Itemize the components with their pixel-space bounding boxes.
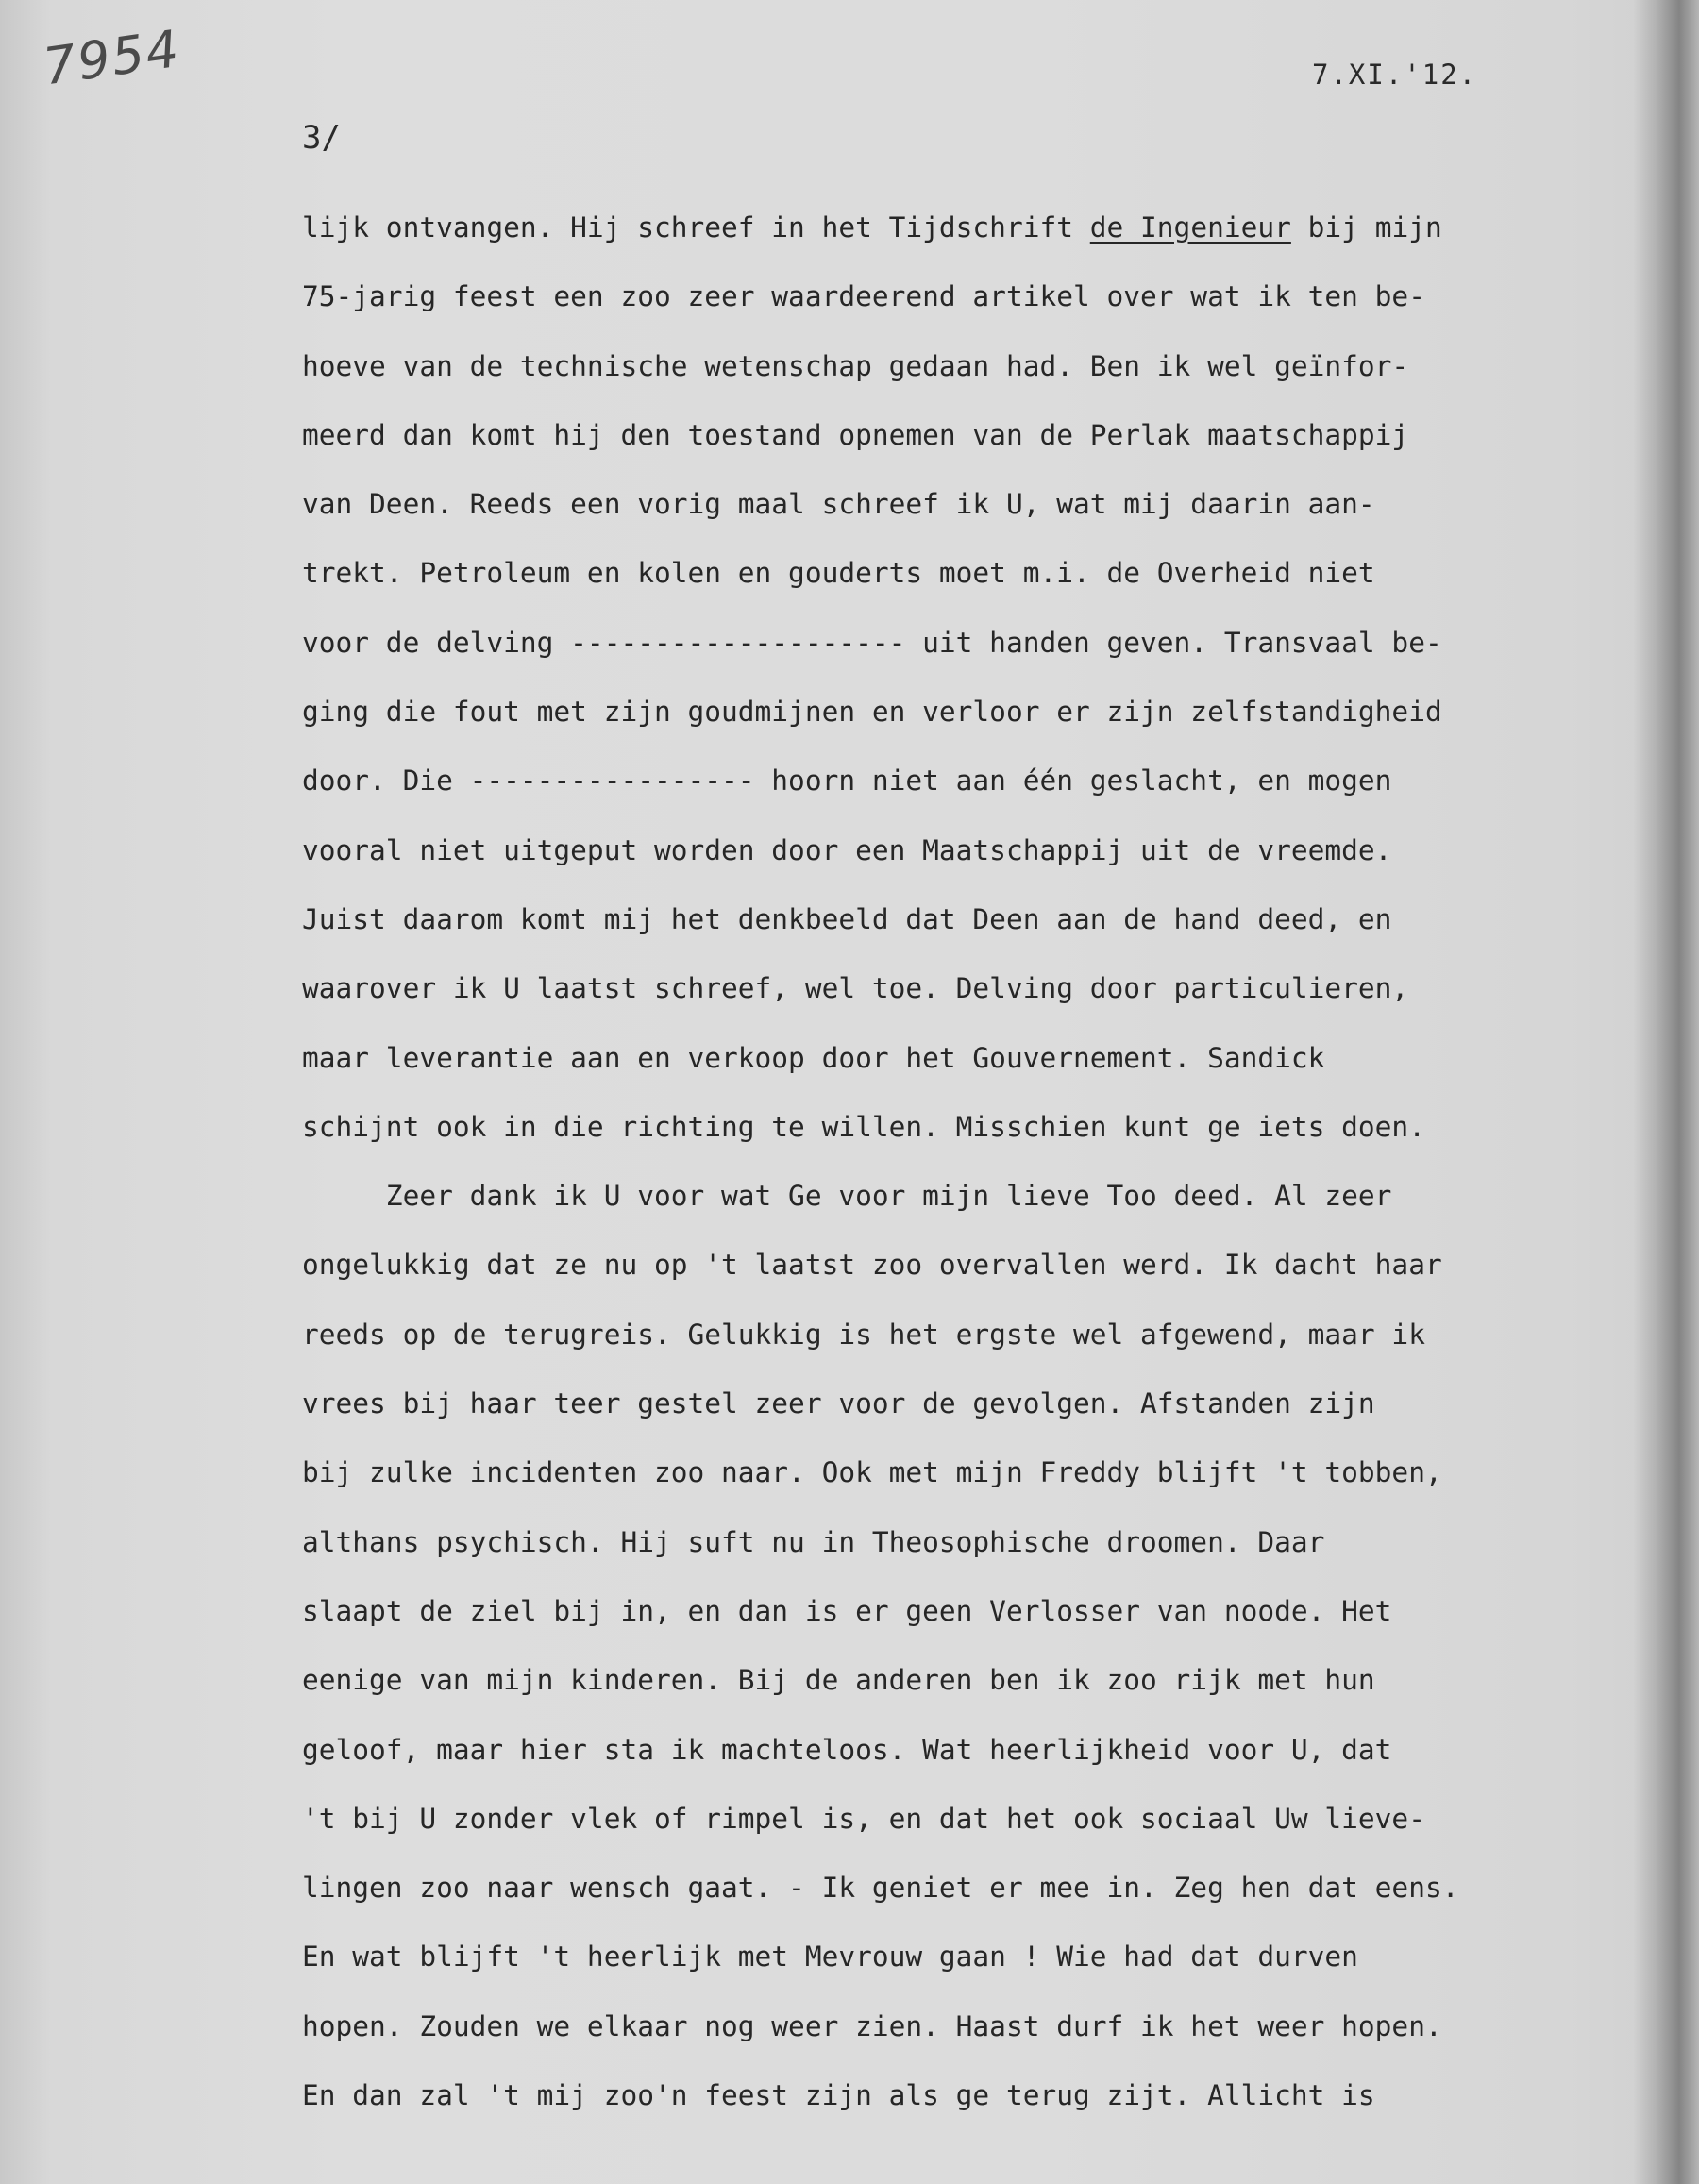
line-text: bij zulke incidenten zoo naar. Ook met mijn Freddy blijft 't tobben, bbox=[302, 1456, 1442, 1489]
text-line bbox=[302, 609, 1699, 678]
text-line bbox=[302, 816, 1699, 885]
line-text: En dan zal 't mij zoo'n feest zijn als ge terug zijt. Allicht is bbox=[302, 2079, 1375, 2112]
text-line bbox=[302, 1854, 1699, 1923]
line-text: geloof, maar hier sta ik machteloos. Wat heerlijkheid voor U, dat bbox=[302, 1733, 1392, 1766]
line-text: ongelukkig dat ze nu op 't laatst zoo overvallen werd. Ik dacht haar bbox=[302, 1249, 1442, 1282]
line-text: althans psychisch. Hij suft nu in Theosophische droomen. Daar bbox=[302, 1525, 1325, 1558]
text-line bbox=[302, 1785, 1699, 1854]
text-line bbox=[302, 1024, 1699, 1093]
text-line bbox=[302, 401, 1699, 470]
text-line bbox=[302, 2061, 1699, 2130]
line-text: slaapt de ziel bij in, en dan is er geen Verlosser van noode. Het bbox=[302, 1594, 1392, 1627]
letter-body bbox=[302, 193, 1699, 2130]
line-text: maar leverantie aan en verkoop door het Gouvernement. Sandick bbox=[302, 1041, 1325, 1074]
line-text: van Deen. Reeds een vorig maal schreef ik U, wat mij daarin aan- bbox=[302, 488, 1375, 521]
line-text: 't bij U zonder vlek of rimpel is, en dat het ook sociaal Uw lieve- bbox=[302, 1802, 1425, 1835]
line-text: Juist daarom komt mij het denkbeeld dat Deen aan de hand deed, en bbox=[302, 902, 1392, 935]
handwritten-archive-number: 7954 bbox=[40, 18, 184, 97]
line-text: trekt. Petroleum en kolen en gouderts moet m.i. de Overheid niet bbox=[302, 557, 1375, 590]
line-text: vooral niet uitgeput worden door een Maatschappij uit de vreemde. bbox=[302, 833, 1392, 866]
text-line bbox=[302, 1646, 1699, 1715]
line-text: voor de delving -------------------- uit handen geven. Transvaal be- bbox=[302, 626, 1442, 659]
text-line bbox=[302, 1369, 1699, 1438]
line-text: En wat blijft 't heerlijk met Mevrouw gaan ! Wie had dat durven bbox=[302, 1940, 1358, 1974]
text-line bbox=[302, 1577, 1699, 1646]
line-text: door. Die ----------------- hoorn niet aan één geslacht, en mogen bbox=[302, 764, 1392, 798]
text-line bbox=[302, 954, 1699, 1023]
line-text: waarover ik U laatst schreef, wel toe. Delving door particulieren, bbox=[302, 972, 1409, 1005]
letter-date: 7.XI.'12. bbox=[1312, 59, 1478, 91]
line-text: Zeer dank ik U voor wat Ge voor mijn lieve Too deed. Al zeer bbox=[302, 1180, 1392, 1213]
text-line bbox=[302, 678, 1699, 747]
text-line bbox=[302, 885, 1699, 954]
text-line bbox=[302, 1992, 1699, 2061]
text-line bbox=[302, 1508, 1699, 1577]
text-line bbox=[302, 539, 1699, 608]
line-text: hopen. Zouden we elkaar nog weer zien. Haast durf ik het weer hopen. bbox=[302, 2009, 1442, 2042]
line-text: hoeve van de technische wetenschap gedaan had. Ben ik wel geïnfor- bbox=[302, 349, 1409, 382]
line-text: vrees bij haar teer gestel zeer voor de gevolgen. Afstanden zijn bbox=[302, 1387, 1375, 1420]
line-text: lijk ontvangen. Hij schreef in het Tijdschrift bbox=[302, 211, 1090, 244]
text-line bbox=[302, 332, 1699, 401]
line-text-continued: bij mijn bbox=[1290, 211, 1442, 244]
line-text: ging die fout met zijn goudmijnen en verloor er zijn zelfstandigheid bbox=[302, 696, 1442, 729]
text-line bbox=[302, 1716, 1699, 1785]
text-line bbox=[302, 1162, 1699, 1231]
text-line bbox=[302, 1093, 1699, 1162]
line-text: meerd dan komt hij den toestand opnemen van de Perlak maatschappij bbox=[302, 418, 1409, 451]
text-line bbox=[302, 193, 1699, 262]
line-text: 75-jarig feest een zoo zeer waardeerend artikel over wat ik ten be- bbox=[302, 280, 1425, 313]
text-line bbox=[302, 1438, 1699, 1507]
line-text: eenige van mijn kinderen. Bij de anderen ben ik zoo rijk met hun bbox=[302, 1664, 1375, 1697]
line-text: reeds op de terugreis. Gelukkig is het ergste wel afgewend, maar ik bbox=[302, 1318, 1425, 1351]
text-line bbox=[302, 747, 1699, 815]
line-text: lingen zoo naar wensch gaat. - Ik geniet er mee in. Zeg hen dat eens. bbox=[302, 1872, 1459, 1905]
underlined-title: de Ingenieur bbox=[1089, 211, 1291, 244]
line-text: schijnt ook in die richting te willen. Misschien kunt ge iets doen. bbox=[302, 1110, 1425, 1143]
text-line bbox=[302, 1301, 1699, 1369]
text-line bbox=[302, 470, 1699, 539]
text-line bbox=[302, 262, 1699, 331]
page-number: 3/ bbox=[302, 119, 341, 157]
text-line bbox=[302, 1923, 1699, 1991]
text-line bbox=[302, 1231, 1699, 1300]
